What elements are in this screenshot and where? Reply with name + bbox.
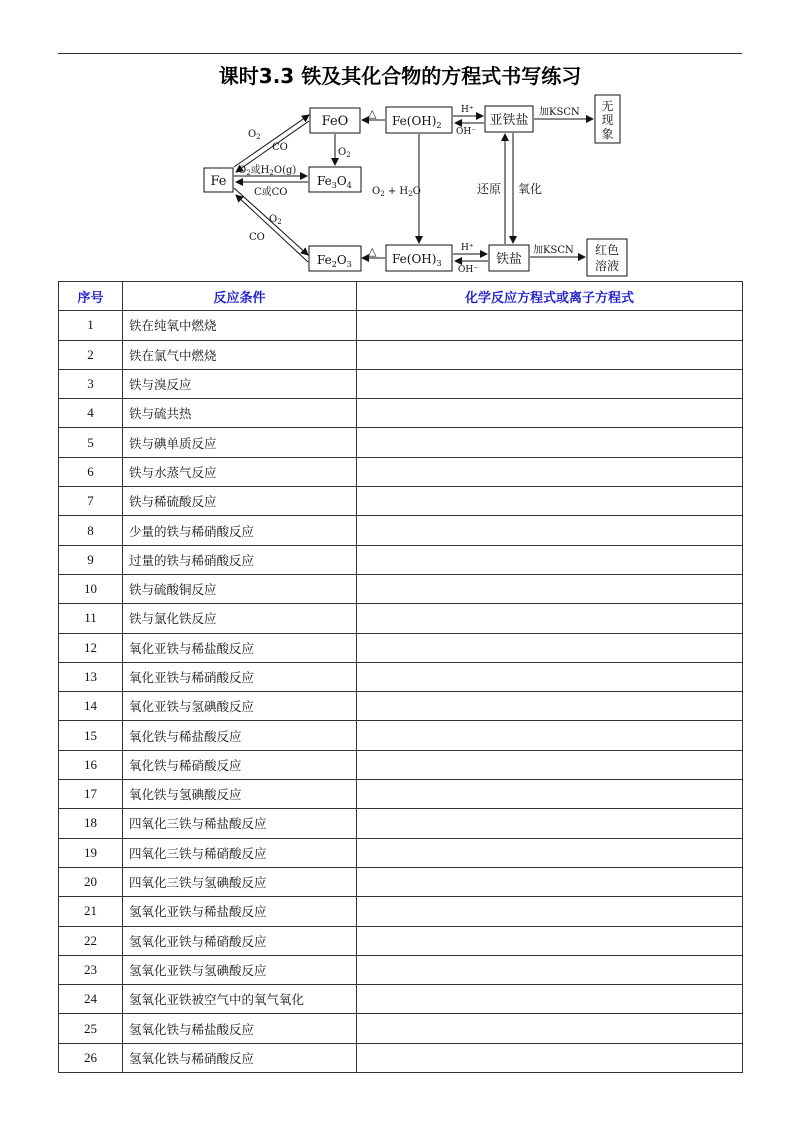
label-co-top: CO [272,142,288,153]
svg-text:O2 [338,147,351,159]
label-o2-top: O [248,129,257,140]
row-condition: 氢氧化铁与稀盐酸反应 [123,1014,357,1043]
node-feoh2 [386,107,452,133]
table-row [59,457,743,486]
row-number: 7 [59,487,123,516]
row-equation-answer-field[interactable] [357,487,743,516]
table-header-row [59,282,743,311]
row-equation-answer-field[interactable] [357,838,743,867]
no-phenomenon-3: 象 [601,127,614,141]
label-o2-h2o-end: O(g) [273,165,297,176]
label-o2h2o-sub: 2 [380,190,385,198]
ferrous-salt-label: 亚铁盐 [489,113,529,128]
row-equation-answer-field[interactable] [357,633,743,662]
node-feo-label: FeO [321,114,349,129]
row-number: 25 [59,1014,123,1043]
label-co-bottom: CO [249,232,265,243]
row-condition: 铁在氯气中燃烧 [123,340,357,369]
table-row [59,574,743,603]
iron-conversion-diagram [0,0,800,285]
row-equation-answer-field[interactable] [357,1014,743,1043]
row-equation-answer-field[interactable] [357,1043,743,1072]
label-o2-bottom-sub: 2 [277,218,282,226]
row-number: 6 [59,457,123,486]
row-condition: 铁与硫共热 [123,399,357,428]
fe3o4-o: O [336,174,347,188]
row-condition: 氢氧化铁与稀硝酸反应 [123,1043,357,1072]
row-equation-answer-field[interactable] [357,750,743,779]
row-condition: 铁与硫酸铜反应 [123,574,357,603]
row-equation-answer-field[interactable] [357,516,743,545]
label-o2h2o-o: O [372,186,381,197]
row-condition: 铁与水蒸气反应 [123,457,357,486]
node-fe-label: Fe [210,174,227,189]
row-number: 9 [59,545,123,574]
feoh2-main: Fe(OH) [392,114,437,128]
exercise-table [58,281,743,1073]
no-phenomenon-2: 现 [601,113,614,127]
node-no-phenomenon [595,95,620,143]
row-number: 14 [59,692,123,721]
page-title: 课时3.3 铁及其化合物的方程式书写练习 [218,64,582,88]
row-condition: 氢氧化亚铁与稀硝酸反应 [123,926,357,955]
label-o2-feo-sub: 2 [346,151,351,159]
row-equation-answer-field[interactable] [357,545,743,574]
svg-text:Fe(OH)3 [392,252,442,268]
row-number: 4 [59,399,123,428]
label-c-or-co: C或CO [254,187,288,198]
row-equation-answer-field[interactable] [357,340,743,369]
table-row [59,399,743,428]
label-o2-bottom: O [269,214,278,225]
row-condition: 少量的铁与稀硝酸反应 [123,516,357,545]
ferric-salt-label: 铁盐 [495,252,523,267]
row-number: 21 [59,897,123,926]
row-number: 15 [59,721,123,750]
red-solution-2: 溶液 [594,259,620,273]
row-condition: 氧化亚铁与稀硝酸反应 [123,662,357,691]
table-row [59,516,743,545]
arrow-fe2o3-to-fe [236,195,308,262]
node-fe3o4 [309,167,361,192]
row-equation-answer-field[interactable] [357,311,743,340]
label-o2h2o-end: O [412,186,421,197]
row-number: 26 [59,1043,123,1072]
table-row [59,867,743,896]
row-number: 24 [59,985,123,1014]
feoh2-sub: 2 [436,121,442,130]
node-red-solution [587,239,627,276]
row-condition: 铁与碘单质反应 [123,428,357,457]
label-add-kscn-bottom: 加KSCN [533,245,574,256]
label-o2-h2o-o: O [238,165,247,176]
row-number: 8 [59,516,123,545]
row-condition: 过量的铁与稀硝酸反应 [123,545,357,574]
label-o2h2o-sub2: 2 [408,190,413,198]
table-row [59,897,743,926]
label-heat-top: △ [368,107,377,120]
row-equation-answer-field[interactable] [357,809,743,838]
row-condition: 氢氧化亚铁与氢碘酸反应 [123,955,357,984]
row-condition: 氧化铁与稀盐酸反应 [123,721,357,750]
row-condition: 氢氧化亚铁与稀盐酸反应 [123,897,357,926]
node-fe2o3 [309,246,361,271]
table-row [59,311,743,340]
table-row [59,955,743,984]
label-reduction: 还原 [477,182,502,196]
row-equation-answer-field[interactable] [357,662,743,691]
row-equation-answer-field[interactable] [357,867,743,896]
label-add-kscn-top: 加KSCN [539,107,580,118]
row-equation-answer-field[interactable] [357,369,743,398]
table-row [59,838,743,867]
row-number: 22 [59,926,123,955]
row-equation-answer-field[interactable] [357,985,743,1014]
label-oh-minus-top: OH⁻ [456,127,476,137]
row-equation-answer-field[interactable] [357,692,743,721]
table-row [59,1014,743,1043]
fe2o3-o: O [336,253,347,267]
table-row [59,692,743,721]
row-number: 16 [59,750,123,779]
exercise-table-container [58,281,742,1073]
row-equation-answer-field[interactable] [357,780,743,809]
row-number: 19 [59,838,123,867]
row-number: 23 [59,955,123,984]
table-row [59,633,743,662]
table-row [59,721,743,750]
no-phenomenon-1: 无 [601,99,614,113]
row-condition: 铁与氯化铁反应 [123,604,357,633]
node-fe [204,168,233,192]
svg-text:Fe(OH)2 [392,114,442,130]
row-number: 5 [59,428,123,457]
row-condition: 氧化铁与氢碘酸反应 [123,780,357,809]
table-row [59,487,743,516]
header-equation: 化学反应方程式或离子方程式 [357,282,743,311]
node-feo [310,108,360,133]
label-o2-h2o-sub2: 2 [269,169,274,177]
label-o2h2o-rest: + H [384,186,409,197]
row-number: 11 [59,604,123,633]
row-number: 10 [59,574,123,603]
label-oxidation: 氧化 [518,182,543,196]
row-condition: 氧化亚铁与氢碘酸反应 [123,692,357,721]
row-number: 3 [59,369,123,398]
row-condition: 四氧化三铁与氢碘酸反应 [123,867,357,896]
svg-text:O2或H2O(g) [238,163,296,177]
red-solution-1: 红色 [594,243,620,257]
label-o2-h2o-sub: 2 [246,169,251,177]
label-h-plus-bottom: H⁺ [461,243,474,253]
node-feoh3 [386,245,452,271]
row-equation-answer-field[interactable] [357,574,743,603]
table-row [59,750,743,779]
row-condition: 氢氧化亚铁被空气中的氧气氧化 [123,985,357,1014]
row-condition: 氧化亚铁与稀盐酸反应 [123,633,357,662]
label-heat-bottom: △ [368,245,377,258]
table-row [59,926,743,955]
table-row [59,780,743,809]
row-equation-answer-field[interactable] [357,604,743,633]
table-row [59,985,743,1014]
row-number: 20 [59,867,123,896]
row-condition: 四氧化三铁与稀盐酸反应 [123,809,357,838]
fe2o3-sub2: 3 [346,260,352,269]
row-number: 17 [59,780,123,809]
table-row [59,604,743,633]
table-body [59,311,743,1073]
row-condition: 铁与稀硫酸反应 [123,487,357,516]
table-row [59,545,743,574]
table-row [59,369,743,398]
row-equation-answer-field[interactable] [357,399,743,428]
table-row [59,662,743,691]
row-equation-answer-field[interactable] [357,721,743,750]
fe3o4-fe: Fe [317,174,332,188]
fe3o4-sub1: 3 [331,181,337,190]
row-condition: 氧化铁与稀硝酸反应 [123,750,357,779]
row-condition: 铁在纯氧中燃烧 [123,311,357,340]
row-equation-answer-field[interactable] [357,926,743,955]
row-number: 18 [59,809,123,838]
table-row [59,1043,743,1072]
svg-text:O2 + H2O [372,186,421,198]
header-condition: 反应条件 [123,282,357,311]
label-o2-top-sub: 2 [256,133,261,141]
row-condition: 四氧化三铁与稀硝酸反应 [123,838,357,867]
label-oh-minus-bottom: OH⁻ [458,265,478,275]
node-ferric-salt [489,245,529,271]
feoh3-main: Fe(OH) [392,252,437,266]
fe2o3-fe: Fe [317,253,332,267]
row-condition: 铁与溴反应 [123,369,357,398]
row-equation-answer-field[interactable] [357,457,743,486]
label-o2-feo: O [338,147,347,158]
feoh3-sub: 3 [436,259,442,268]
row-number: 12 [59,633,123,662]
row-equation-answer-field[interactable] [357,428,743,457]
row-number: 1 [59,311,123,340]
arrow-fe-to-feo [234,115,309,167]
row-number: 2 [59,340,123,369]
row-equation-answer-field[interactable] [357,955,743,984]
svg-text:O2 [269,214,282,226]
node-ferrous-salt [485,106,533,132]
row-number: 13 [59,662,123,691]
svg-text:O2 [248,129,261,141]
row-equation-answer-field[interactable] [357,897,743,926]
table-row [59,340,743,369]
fe2o3-sub1: 2 [331,260,337,269]
table-row [59,428,743,457]
table-row [59,809,743,838]
label-o2-h2o-rest: 或H [250,165,270,176]
label-h-plus-top: H⁺ [461,105,474,115]
header-number: 序号 [59,282,123,311]
fe3o4-sub2: 4 [346,181,352,190]
